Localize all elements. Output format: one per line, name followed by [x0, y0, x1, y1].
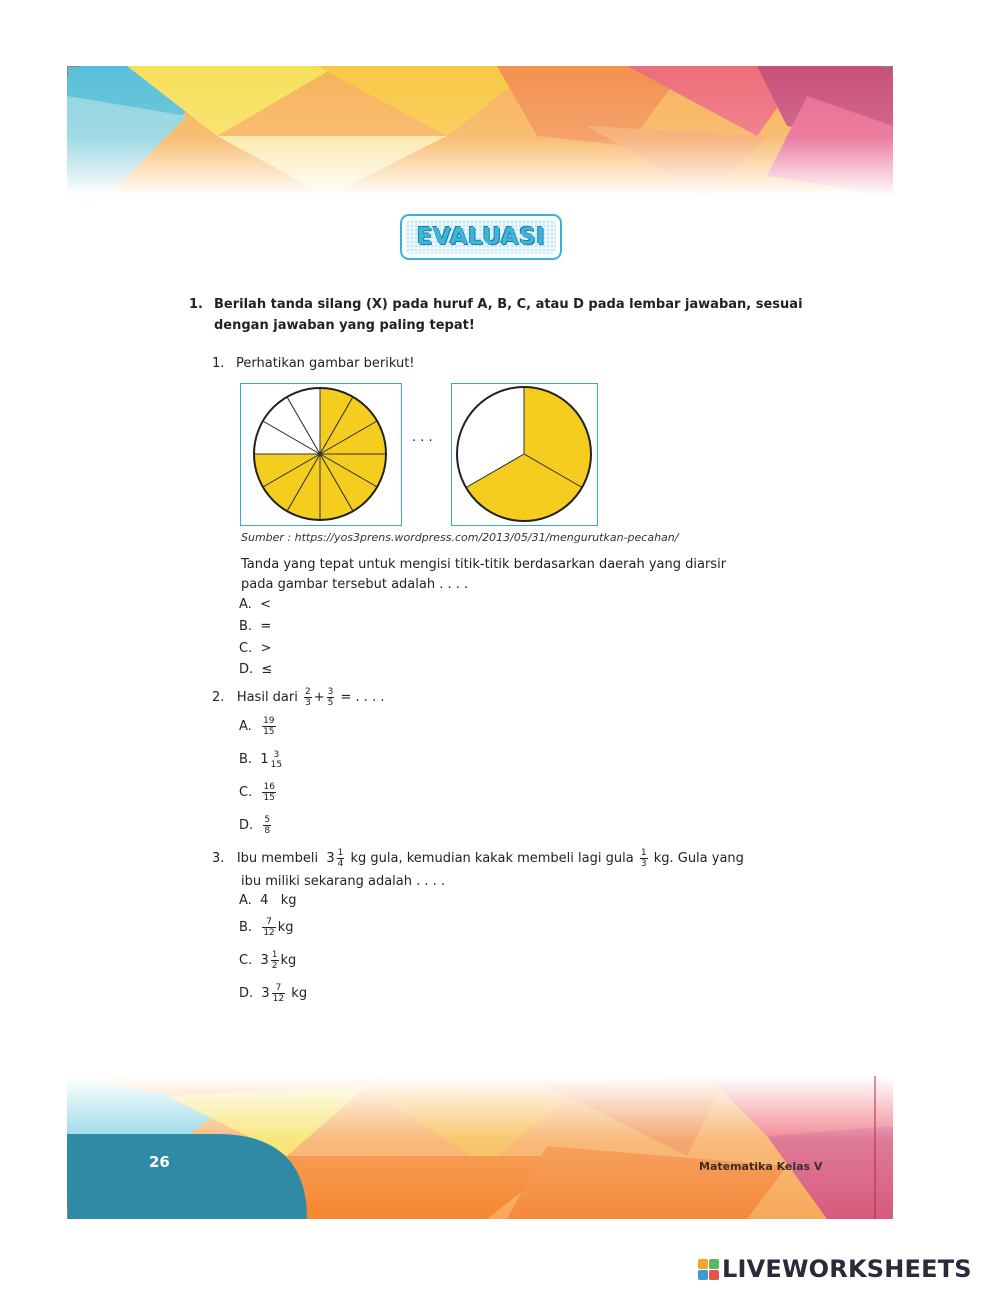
crop-mark — [67, 66, 68, 78]
q3-option-c[interactable] — [239, 949, 296, 973]
q1-text-2: pada gambar tersebut adalah . . . . — [241, 577, 469, 592]
q2-stem — [212, 686, 384, 710]
option-letter: C. — [239, 641, 253, 656]
q2-prefix: Hasil dari — [236, 690, 298, 705]
q3-part-3: kg. Gula yang — [653, 851, 744, 866]
q2-number: 2. — [212, 690, 225, 705]
option-whole: 3 — [260, 953, 269, 968]
option-fraction: $\frac{7}{12}$ — [263, 917, 275, 938]
option-letter: A. — [239, 719, 252, 734]
option-fraction: $\frac{19}{15}$ — [263, 716, 275, 737]
option-value: > — [260, 641, 272, 656]
left-pie-chart — [241, 384, 400, 524]
option-unit: kg — [280, 953, 297, 968]
crop-mark — [892, 1207, 893, 1219]
page-number: 26 — [149, 1153, 170, 1171]
q2-suffix: = . . . . — [340, 690, 385, 705]
instruction-line-1: Berilah tanda silang (X) pada huruf A, B, C, atau D pada lembar jawaban, sesuai — [214, 297, 803, 312]
option-fraction: $\frac{7}{12}$ — [272, 983, 285, 1004]
comparison-blank: . . . — [412, 430, 433, 445]
option-letter: B. — [239, 920, 253, 935]
option-whole: 1 — [260, 752, 269, 767]
q3-stem-line-2: ibu miliki sekarang adalah . . . . — [241, 874, 446, 889]
bottom-banner — [67, 1076, 893, 1219]
q3-fraction-2: $\frac{1}{3}$ — [640, 848, 647, 869]
q1-prompt: Perhatikan gambar berikut! — [236, 356, 415, 371]
option-fraction: 3 15 — [270, 749, 283, 770]
right-pie-chart — [452, 384, 596, 524]
book-title: Matematika Kelas V — [699, 1160, 823, 1173]
q2-fraction-1: $\frac{2}{3}$ — [305, 687, 311, 708]
option-fraction: $\frac{16}{15}$ — [263, 782, 275, 803]
left-pie-frame — [240, 383, 402, 526]
q3-option-d[interactable] — [239, 982, 307, 1006]
q1-number: 1. — [212, 356, 225, 371]
page-title: EVALUASI — [406, 220, 556, 254]
q1-text-1: Tanda yang tepat untuk mengisi titik-titik berdasarkan daerah yang diarsir — [241, 557, 727, 572]
option-letter: A. — [239, 597, 252, 612]
option-value: ≤ — [261, 662, 273, 677]
option-value: < — [260, 597, 271, 612]
crop-mark — [892, 66, 893, 78]
q2-option-d[interactable] — [239, 814, 273, 838]
option-letter: C. — [239, 953, 253, 968]
q2-option-a[interactable] — [239, 715, 278, 739]
watermark-text: LIVEWORKSHEETS — [722, 1255, 972, 1283]
image-source: Sumber : https://yos3prens.wordpress.com/2013/05/31/mengurutkan-pecahan/ — [241, 531, 679, 544]
worksheet-page — [67, 66, 893, 1219]
liveworksheets-watermark — [698, 1254, 972, 1284]
q1-option-d[interactable] — [239, 660, 272, 680]
liveworksheets-logo-icon — [698, 1259, 719, 1280]
q3-stem-line-1 — [212, 847, 744, 871]
right-pie-frame — [451, 383, 598, 526]
option-letter: C. — [239, 785, 253, 800]
crop-mark — [67, 66, 79, 67]
q2-option-c[interactable] — [239, 781, 278, 805]
q2-option-b[interactable] — [239, 748, 284, 772]
q3-option-a[interactable] — [239, 891, 297, 911]
q1-option-b[interactable] — [239, 617, 271, 637]
q3-part-2: kg gula, kemudian kakak membeli lagi gula — [350, 851, 634, 866]
option-fraction: $\frac{5}{8}$ — [264, 815, 271, 836]
q2-plus: + — [313, 690, 325, 705]
q3-fraction-1: $\frac{1}{4}$ — [337, 848, 344, 869]
title-badge — [400, 214, 562, 260]
option-letter: D. — [239, 986, 254, 1001]
instruction-line-2: dengan jawaban yang paling tepat! — [214, 318, 475, 333]
top-banner — [67, 66, 893, 196]
option-letter: D. — [239, 818, 254, 833]
option-unit: kg — [277, 920, 294, 935]
option-unit: kg — [291, 986, 308, 1001]
option-letter: A. — [239, 893, 252, 908]
crop-mark — [67, 1207, 68, 1219]
q3-option-b[interactable] — [239, 916, 294, 940]
q3-whole-1: 3 — [326, 851, 335, 866]
option-letter: B. — [239, 619, 253, 634]
option-letter: B. — [239, 752, 253, 767]
crop-mark — [881, 66, 893, 67]
option-letter: D. — [239, 662, 254, 677]
option-whole: 3 — [261, 986, 270, 1001]
q1-option-c[interactable] — [239, 639, 271, 659]
q3-number: 3. — [212, 851, 225, 866]
option-value: = — [260, 619, 272, 634]
option-text: 4 kg — [260, 893, 297, 908]
q2-fraction-2: $\frac{3}{5}$ — [327, 687, 334, 708]
instruction-number: 1. — [189, 297, 203, 312]
q1-option-a[interactable] — [239, 595, 271, 615]
q3-part-1: Ibu membeli — [236, 851, 319, 866]
option-fraction: $\frac{1}{2}$ — [271, 950, 278, 971]
